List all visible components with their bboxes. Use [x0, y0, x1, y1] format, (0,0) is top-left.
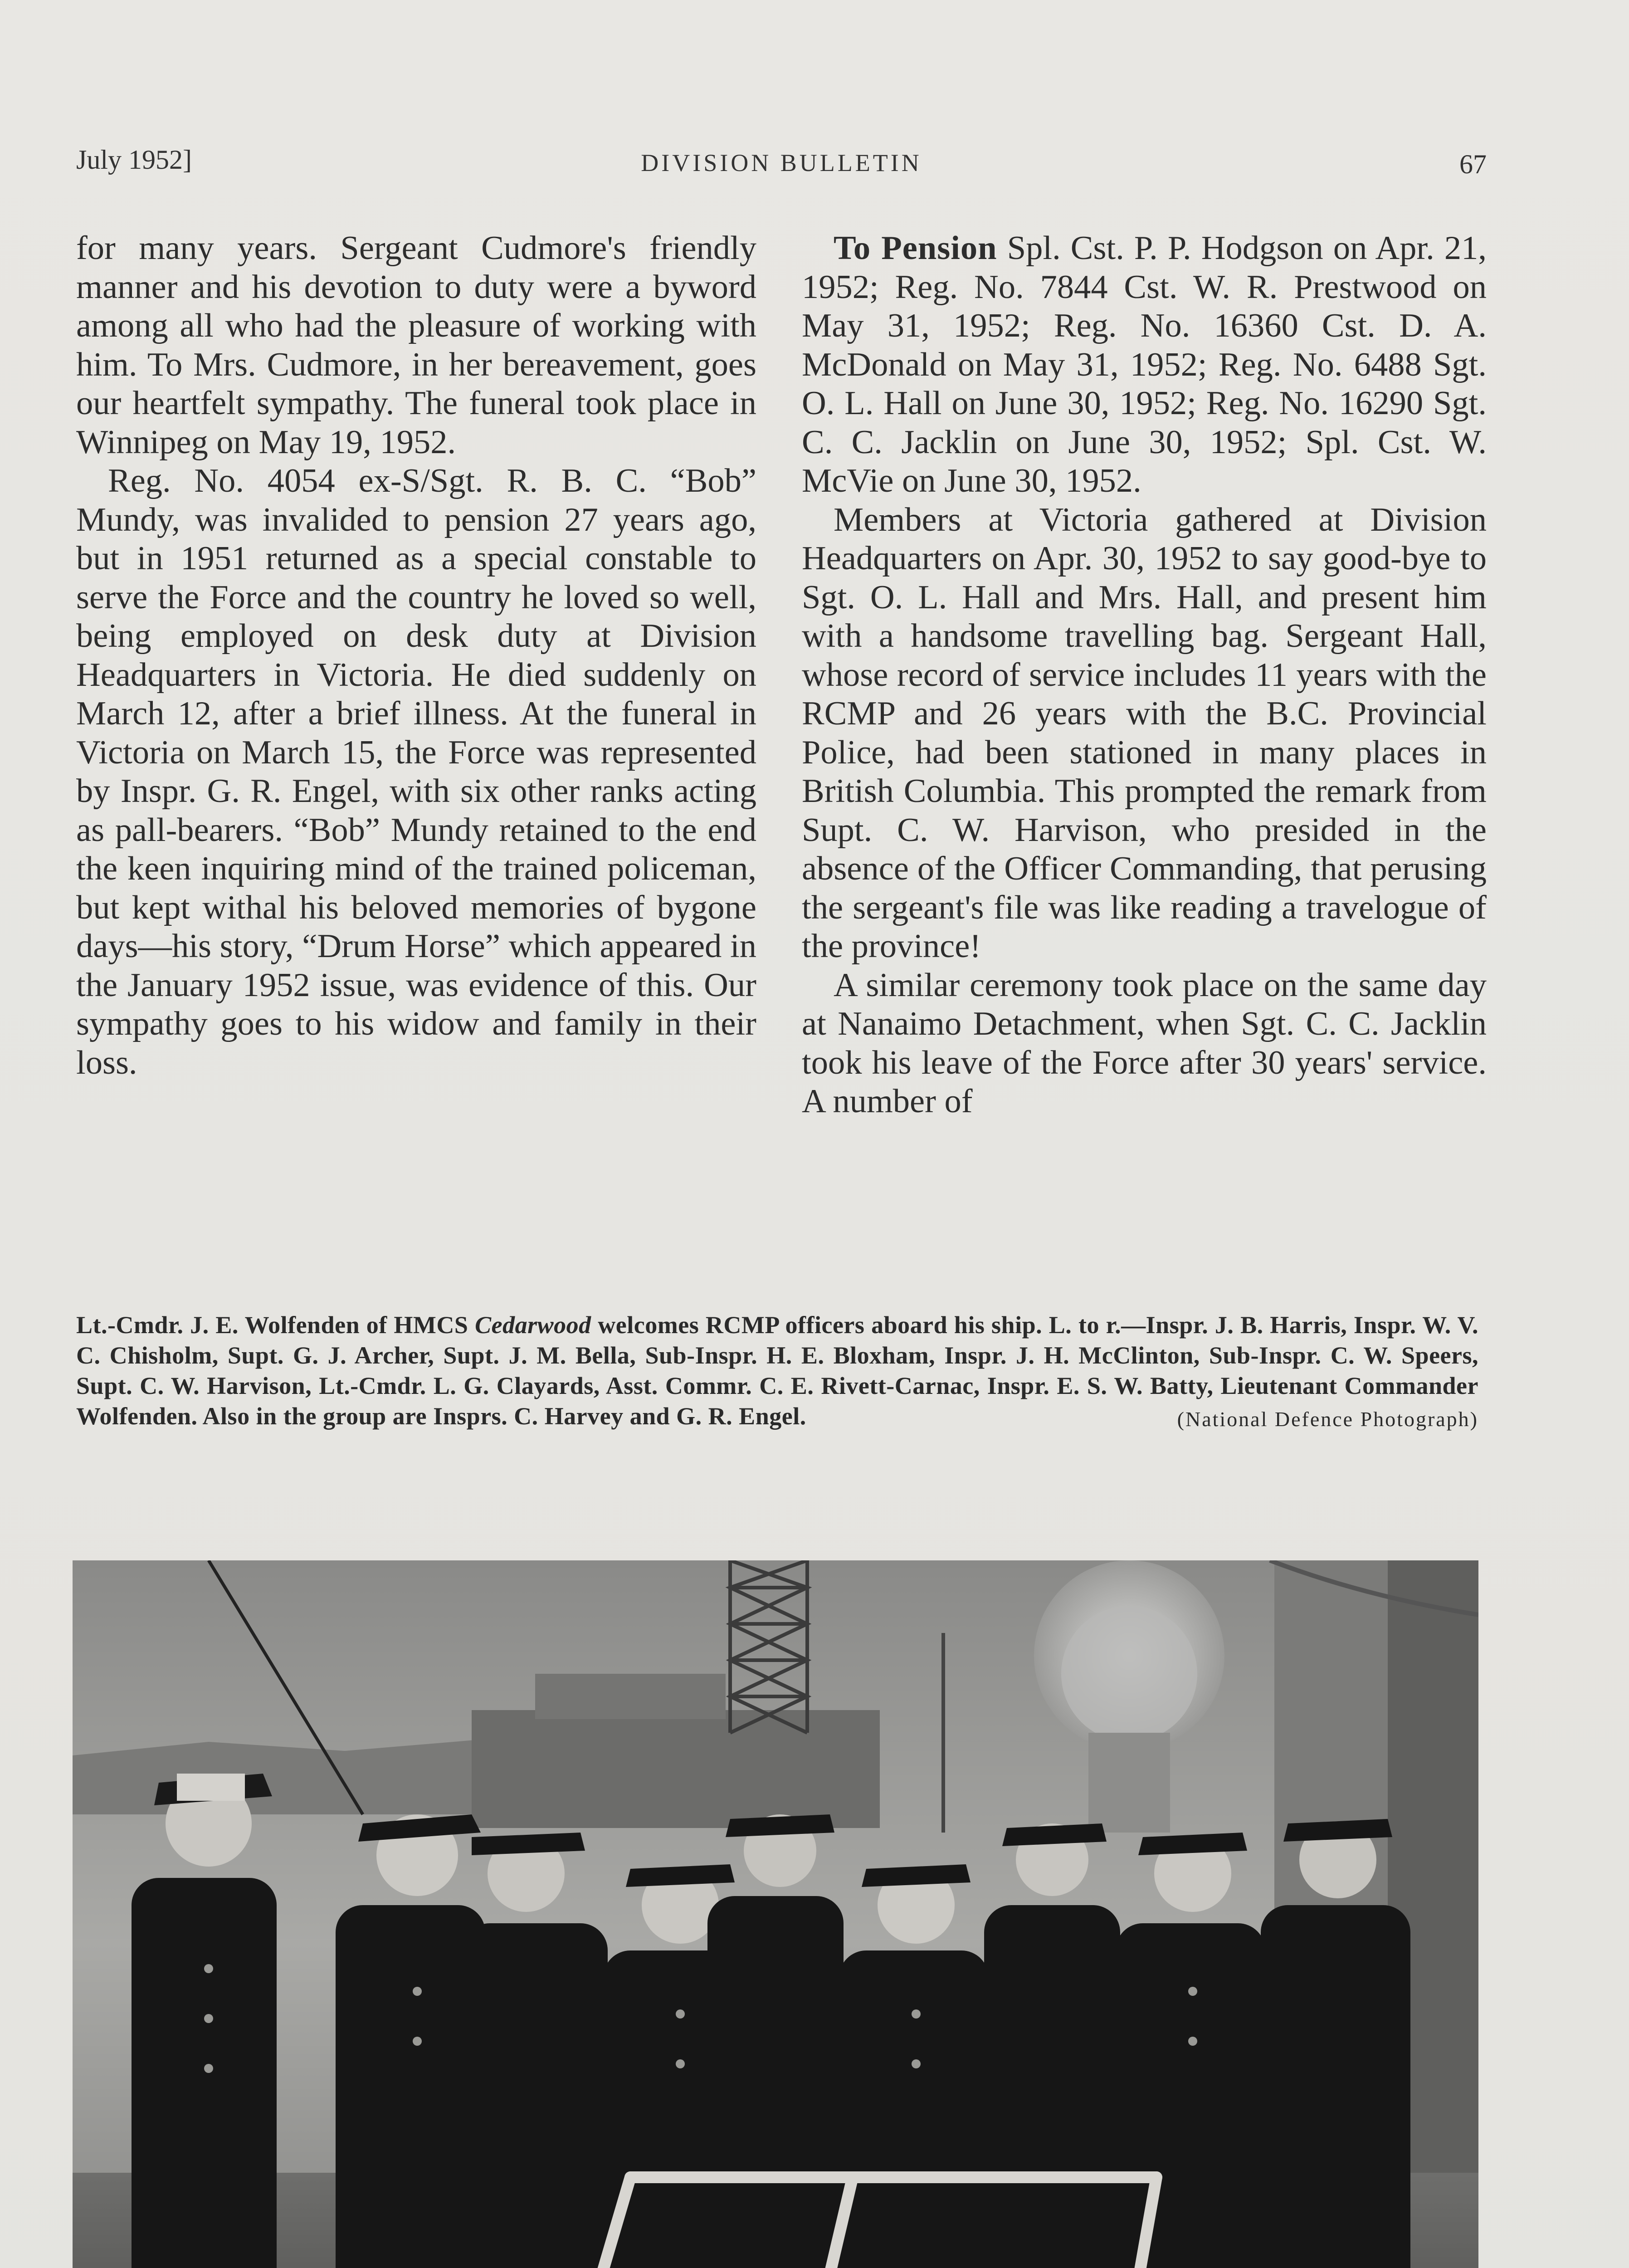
- left-paragraph-1: for many years. Sergeant Cudmore's friendly manner and his devotion to duty were a byword among all who had the pleasure of working with him. To Mrs. Cudmore, in her bereavement, goes our heartfelt sympathy. The funeral took place in Winnipeg on May 19, 1952.: [76, 230, 756, 461]
- caption-part-2: welcomes RCMP officers aboard his ship. L. to r.—Inspr. J. B. Harris, Inspr. W. V. C. Chisholm, Supt. G. J. Archer, Supt. J. M. Bella, Sub-Inspr. H. E. Bloxham, Inspr. J. H. McClinton, Sub-Inspr. C. W. Speers, Supt. C. W. Harvison, Lt.-Cmdr. L. G. Clayards, Asst. Commr. C. E. Rivett-Carnac, Inspr. E. S. W. Batty, Lieutenant Commander Wolfenden. Also in the group are Insprs. C. Harvey and G. R. Engel.: [76, 1311, 1478, 1430]
- photo-credit: (National Defence Photograph): [1177, 1408, 1478, 1431]
- right-paragraph-3: A similar ceremony took place on the same day at Nanaimo Detachment, when Sgt. C. C. Jacklin took his leave of the Force after 30 years' service. A number of: [802, 966, 1487, 1120]
- right-paragraph-1: [802, 229, 1487, 501]
- pension-heading: To Pension: [834, 230, 997, 267]
- right-paragraph-2: Members at Victoria gathered at Division Headquarters on Apr. 30, 1952 to say good-bye to Sgt. O. L. Hall and Mrs. Hall, and present him with a handsome travelling bag. Sergeant Hall, whose record of service includes 11 years with the RCMP and 26 years with the B.C. Provincial Police, had been stationed in many places in British Columbia. This prompted the remark from Supt. C. W. Harvison, who presided in the absence of the Officer Commanding, that perusing the sergeant's file was like reading a travelogue of the province!: [802, 501, 1487, 965]
- header-date: July 1952]: [76, 145, 192, 175]
- left-column: [76, 229, 756, 1082]
- caption-ship-name: Cedarwood: [475, 1311, 591, 1339]
- page-number: 67: [1459, 149, 1487, 179]
- page-header: [76, 144, 1487, 190]
- left-paragraph-2: Reg. No. 4054 ex-S/Sgt. R. B. C. “Bob” Mundy, was invalided to pension 27 years ago, but in 1951 returned as a special constable to serve the Force and the country he loved so well, being employed on desk duty at Division Headquarters in Victoria. He died suddenly on March 12, after a brief illness. At the funeral in Victoria on March 15, the Force was represented by Inspr. G. R. Engel, with six other ranks acting as pall-bearers. “Bob” Mundy retained to the end the keen inquiring mind of the trained policeman, but kept withal his beloved memories of bygone days—his story, “Drum Horse” which appeared in the January 1952 issue, was evidence of this. Our sympathy goes to his widow and family in their loss.: [76, 462, 756, 1081]
- right-column: [802, 229, 1487, 1121]
- caption-part-1: Lt.-Cmdr. J. E. Wolfenden of HMCS: [76, 1311, 475, 1339]
- pension-text: Spl. Cst. P. P. Hodgson on Apr. 21, 1952; Reg. No. 7844 Cst. W. R. Prestwood on May 31, 1952; Reg. No. 16360 Cst. D. A. McDonald on May 31, 1952; Reg. No. 6488 Sgt. O. L. Hall on June 30, 1952; Reg. No. 16290 Sgt. C. C. Jacklin on June 30, 1952; Spl. Cst. W. McVie on June 30, 1952.: [802, 230, 1487, 499]
- header-title: DIVISION BULLETIN: [641, 149, 922, 176]
- group-photograph: [73, 1560, 1478, 2268]
- photo-caption: [76, 1310, 1478, 1434]
